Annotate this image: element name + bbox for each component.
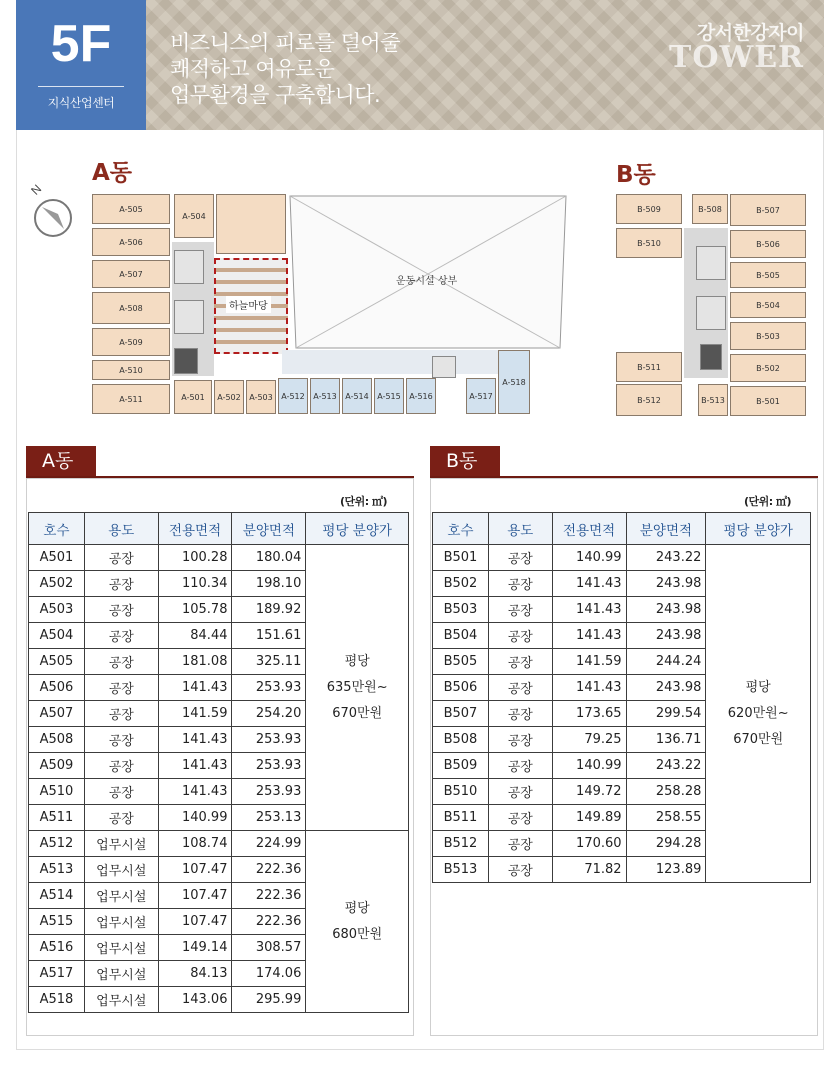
cell-unit: A501 [29, 545, 85, 571]
cell-use: 공장 [488, 675, 552, 701]
cell-use: 공장 [84, 753, 158, 779]
building-b-floor-plan [616, 192, 812, 422]
cell-sale-area: 151.61 [232, 623, 306, 649]
cell-sale-area: 174.06 [232, 961, 306, 987]
building-a-title: A동 [92, 160, 133, 186]
compass-icon [28, 180, 78, 240]
tagline-line: 비즈니스의 피로를 덜어줄 [170, 31, 400, 55]
cell-exclusive-area: 140.99 [552, 753, 626, 779]
room-b506: B-506 [730, 230, 806, 258]
room-b507: B-507 [730, 194, 806, 226]
room-a507: A-507 [92, 260, 170, 288]
cell-use: 공장 [488, 545, 552, 571]
cell-use: 공장 [84, 597, 158, 623]
cell-exclusive-area: 141.43 [552, 623, 626, 649]
cell-use: 공장 [84, 623, 158, 649]
cell-sale-area: 243.98 [626, 597, 706, 623]
building-a-floor-plan [92, 190, 532, 420]
cell-use: 공장 [488, 857, 552, 883]
floor-badge [16, 0, 146, 130]
room-b502: B-502 [730, 354, 806, 382]
cell-use: 공장 [84, 675, 158, 701]
room-b512: B-512 [616, 384, 682, 416]
cell-unit: A515 [29, 909, 85, 935]
cell-unit: A509 [29, 753, 85, 779]
cell-use: 공장 [488, 571, 552, 597]
cell-price-group [306, 831, 409, 1013]
cell-unit: B508 [433, 727, 489, 753]
tagline [170, 30, 400, 108]
compass-label: N [28, 181, 45, 198]
cell-unit: A511 [29, 805, 85, 831]
cell-unit: B510 [433, 779, 489, 805]
cell-unit: B504 [433, 623, 489, 649]
cell-use: 업무시설 [84, 883, 158, 909]
cell-sale-area: 253.93 [232, 753, 306, 779]
price-line: 670만원 [733, 731, 784, 747]
col-header-price: 평당 분양가 [306, 513, 409, 545]
cell-exclusive-area: 107.47 [158, 857, 232, 883]
cell-use: 공장 [84, 545, 158, 571]
cell-unit: A514 [29, 883, 85, 909]
cell-sale-area: 294.28 [626, 831, 706, 857]
cell-unit: B505 [433, 649, 489, 675]
cell-sale-area: 253.93 [232, 675, 306, 701]
room-a511: A-511 [92, 384, 170, 414]
room-b504: B-504 [730, 292, 806, 318]
cell-exclusive-area: 107.47 [158, 883, 232, 909]
room-a504: A-504 [174, 194, 214, 238]
cell-sale-area: 224.99 [232, 831, 306, 857]
cell-sale-area: 243.22 [626, 753, 706, 779]
floor-subtitle: 지식산업센터 [47, 96, 115, 110]
table-header-row [433, 513, 811, 545]
cell-exclusive-area: 100.28 [158, 545, 232, 571]
col-header-use: 용도 [84, 513, 158, 545]
room-a508: A-508 [92, 292, 170, 324]
cell-use: 업무시설 [84, 909, 158, 935]
cell-use: 공장 [84, 571, 158, 597]
cell-use: 공장 [84, 701, 158, 727]
cell-sale-area: 244.24 [626, 649, 706, 675]
void-label: 운동시설 상부 [396, 276, 458, 287]
cell-unit: B502 [433, 571, 489, 597]
cell-sale-area: 254.20 [232, 701, 306, 727]
cell-unit: A516 [29, 935, 85, 961]
tagline-line: 쾌적하고 여유로운 [170, 57, 335, 81]
col-header-unit: 호수 [433, 513, 489, 545]
brand-name-english: TOWER [669, 40, 804, 75]
cell-price-group [306, 545, 409, 831]
elevator-core [696, 296, 726, 330]
floor-number: 5F [50, 15, 112, 73]
room-a518: A-518 [498, 350, 530, 414]
cell-exclusive-area: 143.06 [158, 987, 232, 1013]
cell-sale-area: 222.36 [232, 909, 306, 935]
cell-exclusive-area: 149.14 [158, 935, 232, 961]
room-a506: A-506 [92, 228, 170, 256]
tagline-line: 업무환경을 구축합니다. [170, 83, 381, 107]
cell-unit: A503 [29, 597, 85, 623]
cell-unit: A506 [29, 675, 85, 701]
price-line: 620만원~ [727, 705, 789, 721]
col-header-exclusive-area: 전용면적 [552, 513, 626, 545]
room-b511: B-511 [616, 352, 682, 382]
room-b501: B-501 [730, 386, 806, 416]
cell-exclusive-area: 149.72 [552, 779, 626, 805]
cell-exclusive-area: 141.43 [158, 753, 232, 779]
cell-sale-area: 299.54 [626, 701, 706, 727]
cell-sale-area: 136.71 [626, 727, 706, 753]
cell-unit: A504 [29, 623, 85, 649]
cell-unit: A517 [29, 961, 85, 987]
cell-price-group [706, 545, 811, 883]
cell-exclusive-area: 170.60 [552, 831, 626, 857]
cell-unit: A510 [29, 779, 85, 805]
cell-sale-area: 258.28 [626, 779, 706, 805]
price-line: 635만원~ [326, 679, 388, 695]
cell-exclusive-area: 141.43 [552, 675, 626, 701]
cell-unit: B513 [433, 857, 489, 883]
col-header-price: 평당 분양가 [706, 513, 811, 545]
cell-exclusive-area: 140.99 [158, 805, 232, 831]
cell-use: 공장 [488, 805, 552, 831]
price-line: 평당 [344, 900, 370, 916]
cell-exclusive-area: 141.43 [552, 597, 626, 623]
table-row [433, 545, 811, 571]
cell-unit: A502 [29, 571, 85, 597]
cell-sale-area: 243.98 [626, 623, 706, 649]
room-a509: A-509 [92, 328, 170, 356]
room-b503: B-503 [730, 322, 806, 350]
price-line: 평당 [745, 679, 771, 695]
cell-unit: B501 [433, 545, 489, 571]
price-table-b [432, 512, 811, 883]
room-unlabeled [216, 194, 286, 254]
price-line: 680만원 [332, 926, 383, 942]
room-a515: A-515 [374, 378, 404, 414]
corridor [282, 350, 528, 374]
room-b510: B-510 [616, 228, 682, 258]
room-a513: A-513 [310, 378, 340, 414]
room-b509: B-509 [616, 194, 682, 224]
cell-use: 공장 [84, 779, 158, 805]
cell-use: 업무시설 [84, 961, 158, 987]
price-line: 670만원 [332, 705, 383, 721]
building-b-title: B동 [616, 162, 656, 188]
cell-sale-area: 243.98 [626, 571, 706, 597]
cell-exclusive-area: 141.43 [158, 727, 232, 753]
cell-sale-area: 198.10 [232, 571, 306, 597]
cell-unit: A507 [29, 701, 85, 727]
room-b505: B-505 [730, 262, 806, 288]
cell-unit: A518 [29, 987, 85, 1013]
cell-use: 공장 [488, 701, 552, 727]
cell-exclusive-area: 108.74 [158, 831, 232, 857]
cell-sale-area: 180.04 [232, 545, 306, 571]
cell-exclusive-area: 84.44 [158, 623, 232, 649]
room-a510: A-510 [92, 360, 170, 380]
stair-core [700, 344, 722, 370]
elevator-core [432, 356, 456, 378]
cell-sale-area: 243.98 [626, 675, 706, 701]
cell-exclusive-area: 71.82 [552, 857, 626, 883]
sky-garden-label: 하늘마당 [226, 296, 271, 313]
stair-core [174, 348, 198, 374]
col-header-use: 용도 [488, 513, 552, 545]
cell-unit: A505 [29, 649, 85, 675]
cell-sale-area: 243.22 [626, 545, 706, 571]
cell-use: 업무시설 [84, 987, 158, 1013]
cell-unit: B507 [433, 701, 489, 727]
cell-sale-area: 253.13 [232, 805, 306, 831]
cell-unit: A513 [29, 857, 85, 883]
cell-unit: B503 [433, 597, 489, 623]
section-tab-a: A동 [26, 446, 96, 476]
cell-exclusive-area: 140.99 [552, 545, 626, 571]
cell-sale-area: 253.93 [232, 779, 306, 805]
cell-exclusive-area: 181.08 [158, 649, 232, 675]
divider [38, 86, 124, 87]
table-header-row [29, 513, 409, 545]
cell-unit: A508 [29, 727, 85, 753]
cell-exclusive-area: 141.59 [552, 649, 626, 675]
cell-use: 공장 [84, 649, 158, 675]
room-b508: B-508 [692, 194, 728, 224]
cell-use: 공장 [488, 623, 552, 649]
cell-unit: B506 [433, 675, 489, 701]
col-header-sale-area: 분양면적 [232, 513, 306, 545]
room-b513: B-513 [698, 384, 728, 416]
room-a512: A-512 [278, 378, 308, 414]
cell-exclusive-area: 141.43 [552, 571, 626, 597]
cell-use: 공장 [488, 649, 552, 675]
price-line: 평당 [344, 653, 370, 669]
cell-exclusive-area: 105.78 [158, 597, 232, 623]
cell-unit: B512 [433, 831, 489, 857]
elevator-core [174, 300, 204, 334]
cell-unit: B509 [433, 753, 489, 779]
room-a505: A-505 [92, 194, 170, 224]
room-a517: A-517 [466, 378, 496, 414]
cell-sale-area: 325.11 [232, 649, 306, 675]
elevator-core [696, 246, 726, 280]
room-a514: A-514 [342, 378, 372, 414]
brand-name-korean: 강서한강자이 [696, 22, 804, 44]
cell-use: 공장 [488, 727, 552, 753]
col-header-unit: 호수 [29, 513, 85, 545]
cell-sale-area: 123.89 [626, 857, 706, 883]
cell-exclusive-area: 141.43 [158, 675, 232, 701]
elevator-core [174, 250, 204, 284]
cell-exclusive-area: 79.25 [552, 727, 626, 753]
cell-use: 공장 [488, 779, 552, 805]
table-row [29, 831, 409, 857]
cell-use: 공장 [84, 805, 158, 831]
cell-use: 업무시설 [84, 831, 158, 857]
col-header-sale-area: 분양면적 [626, 513, 706, 545]
cell-exclusive-area: 84.13 [158, 961, 232, 987]
section-tab-b: B동 [430, 446, 500, 476]
cell-unit: B511 [433, 805, 489, 831]
cell-sale-area: 222.36 [232, 883, 306, 909]
room-a516: A-516 [406, 378, 436, 414]
cell-exclusive-area: 149.89 [552, 805, 626, 831]
cell-exclusive-area: 107.47 [158, 909, 232, 935]
cell-sale-area: 222.36 [232, 857, 306, 883]
cell-use: 공장 [84, 727, 158, 753]
cell-exclusive-area: 173.65 [552, 701, 626, 727]
cell-exclusive-area: 141.59 [158, 701, 232, 727]
room-a502: A-502 [214, 380, 244, 414]
unit-label-a: (단위: ㎡) [340, 495, 388, 508]
room-a503: A-503 [246, 380, 276, 414]
cell-use: 공장 [488, 831, 552, 857]
cell-sale-area: 295.99 [232, 987, 306, 1013]
cell-use: 업무시설 [84, 935, 158, 961]
cell-sale-area: 258.55 [626, 805, 706, 831]
room-a501: A-501 [174, 380, 212, 414]
cell-sale-area: 308.57 [232, 935, 306, 961]
unit-label-b: (단위: ㎡) [744, 495, 792, 508]
cell-unit: A512 [29, 831, 85, 857]
price-table-a [28, 512, 409, 1013]
cell-use: 공장 [488, 597, 552, 623]
cell-exclusive-area: 110.34 [158, 571, 232, 597]
cell-sale-area: 189.92 [232, 597, 306, 623]
table-row [29, 545, 409, 571]
cell-use: 업무시설 [84, 857, 158, 883]
cell-sale-area: 253.93 [232, 727, 306, 753]
cell-use: 공장 [488, 753, 552, 779]
cell-exclusive-area: 141.43 [158, 779, 232, 805]
col-header-exclusive-area: 전용면적 [158, 513, 232, 545]
